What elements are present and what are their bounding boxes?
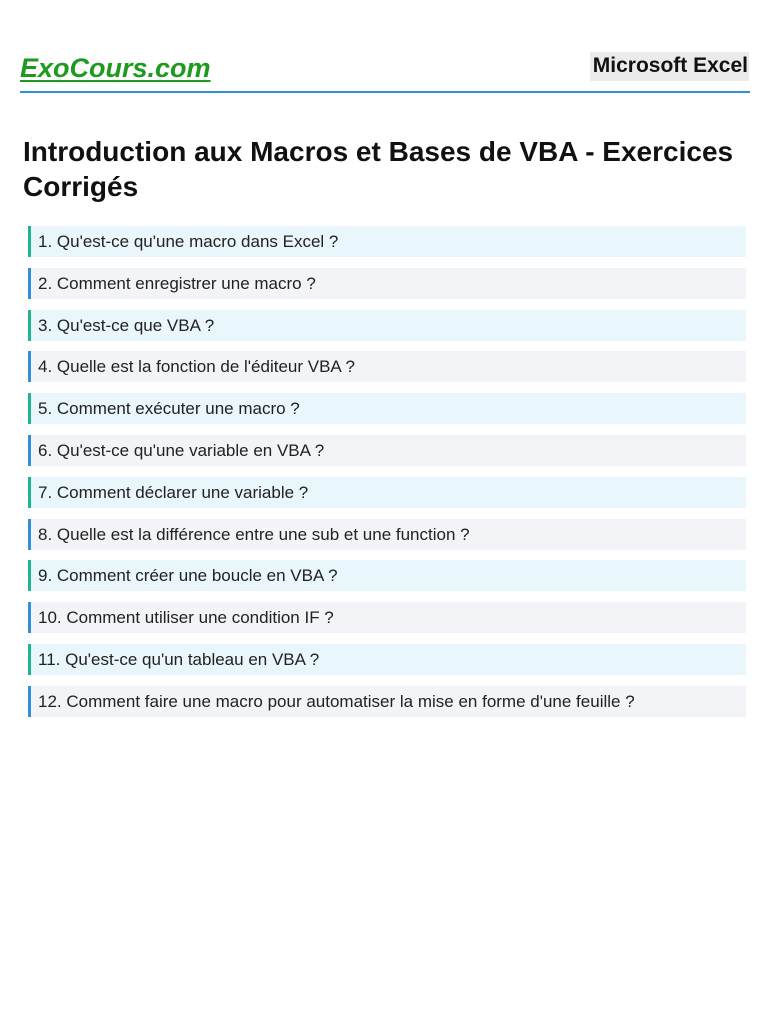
question-item[interactable]: 3. Qu'est-ce que VBA ? (28, 310, 746, 341)
question-item[interactable]: 10. Comment utiliser une condition IF ? (28, 602, 746, 633)
question-item[interactable]: 5. Comment exécuter une macro ? (28, 393, 746, 424)
category-badge: Microsoft Excel (590, 52, 749, 81)
question-item[interactable]: 2. Comment enregistrer une macro ? (28, 268, 746, 299)
question-item[interactable]: 1. Qu'est-ce qu'une macro dans Excel ? (28, 226, 746, 257)
question-item[interactable]: 7. Comment déclarer une variable ? (28, 477, 746, 508)
question-item[interactable]: 8. Quelle est la différence entre une sub et une function ? (28, 519, 746, 550)
question-list (28, 226, 746, 728)
question-item[interactable]: 9. Comment créer une boucle en VBA ? (28, 560, 746, 591)
page-title: Introduction aux Macros et Bases de VBA - Exercices Corrigés (23, 136, 734, 202)
page-header (20, 50, 750, 90)
question-item[interactable]: 12. Comment faire une macro pour automatiser la mise en forme d'une feuille ? (28, 686, 746, 717)
header-divider (20, 91, 750, 93)
question-item[interactable]: 11. Qu'est-ce qu'un tableau en VBA ? (28, 644, 746, 675)
question-item[interactable]: 6. Qu'est-ce qu'une variable en VBA ? (28, 435, 746, 466)
question-item[interactable]: 4. Quelle est la fonction de l'éditeur VBA ? (28, 351, 746, 382)
site-logo-link[interactable]: ExoCours.com (20, 53, 211, 83)
